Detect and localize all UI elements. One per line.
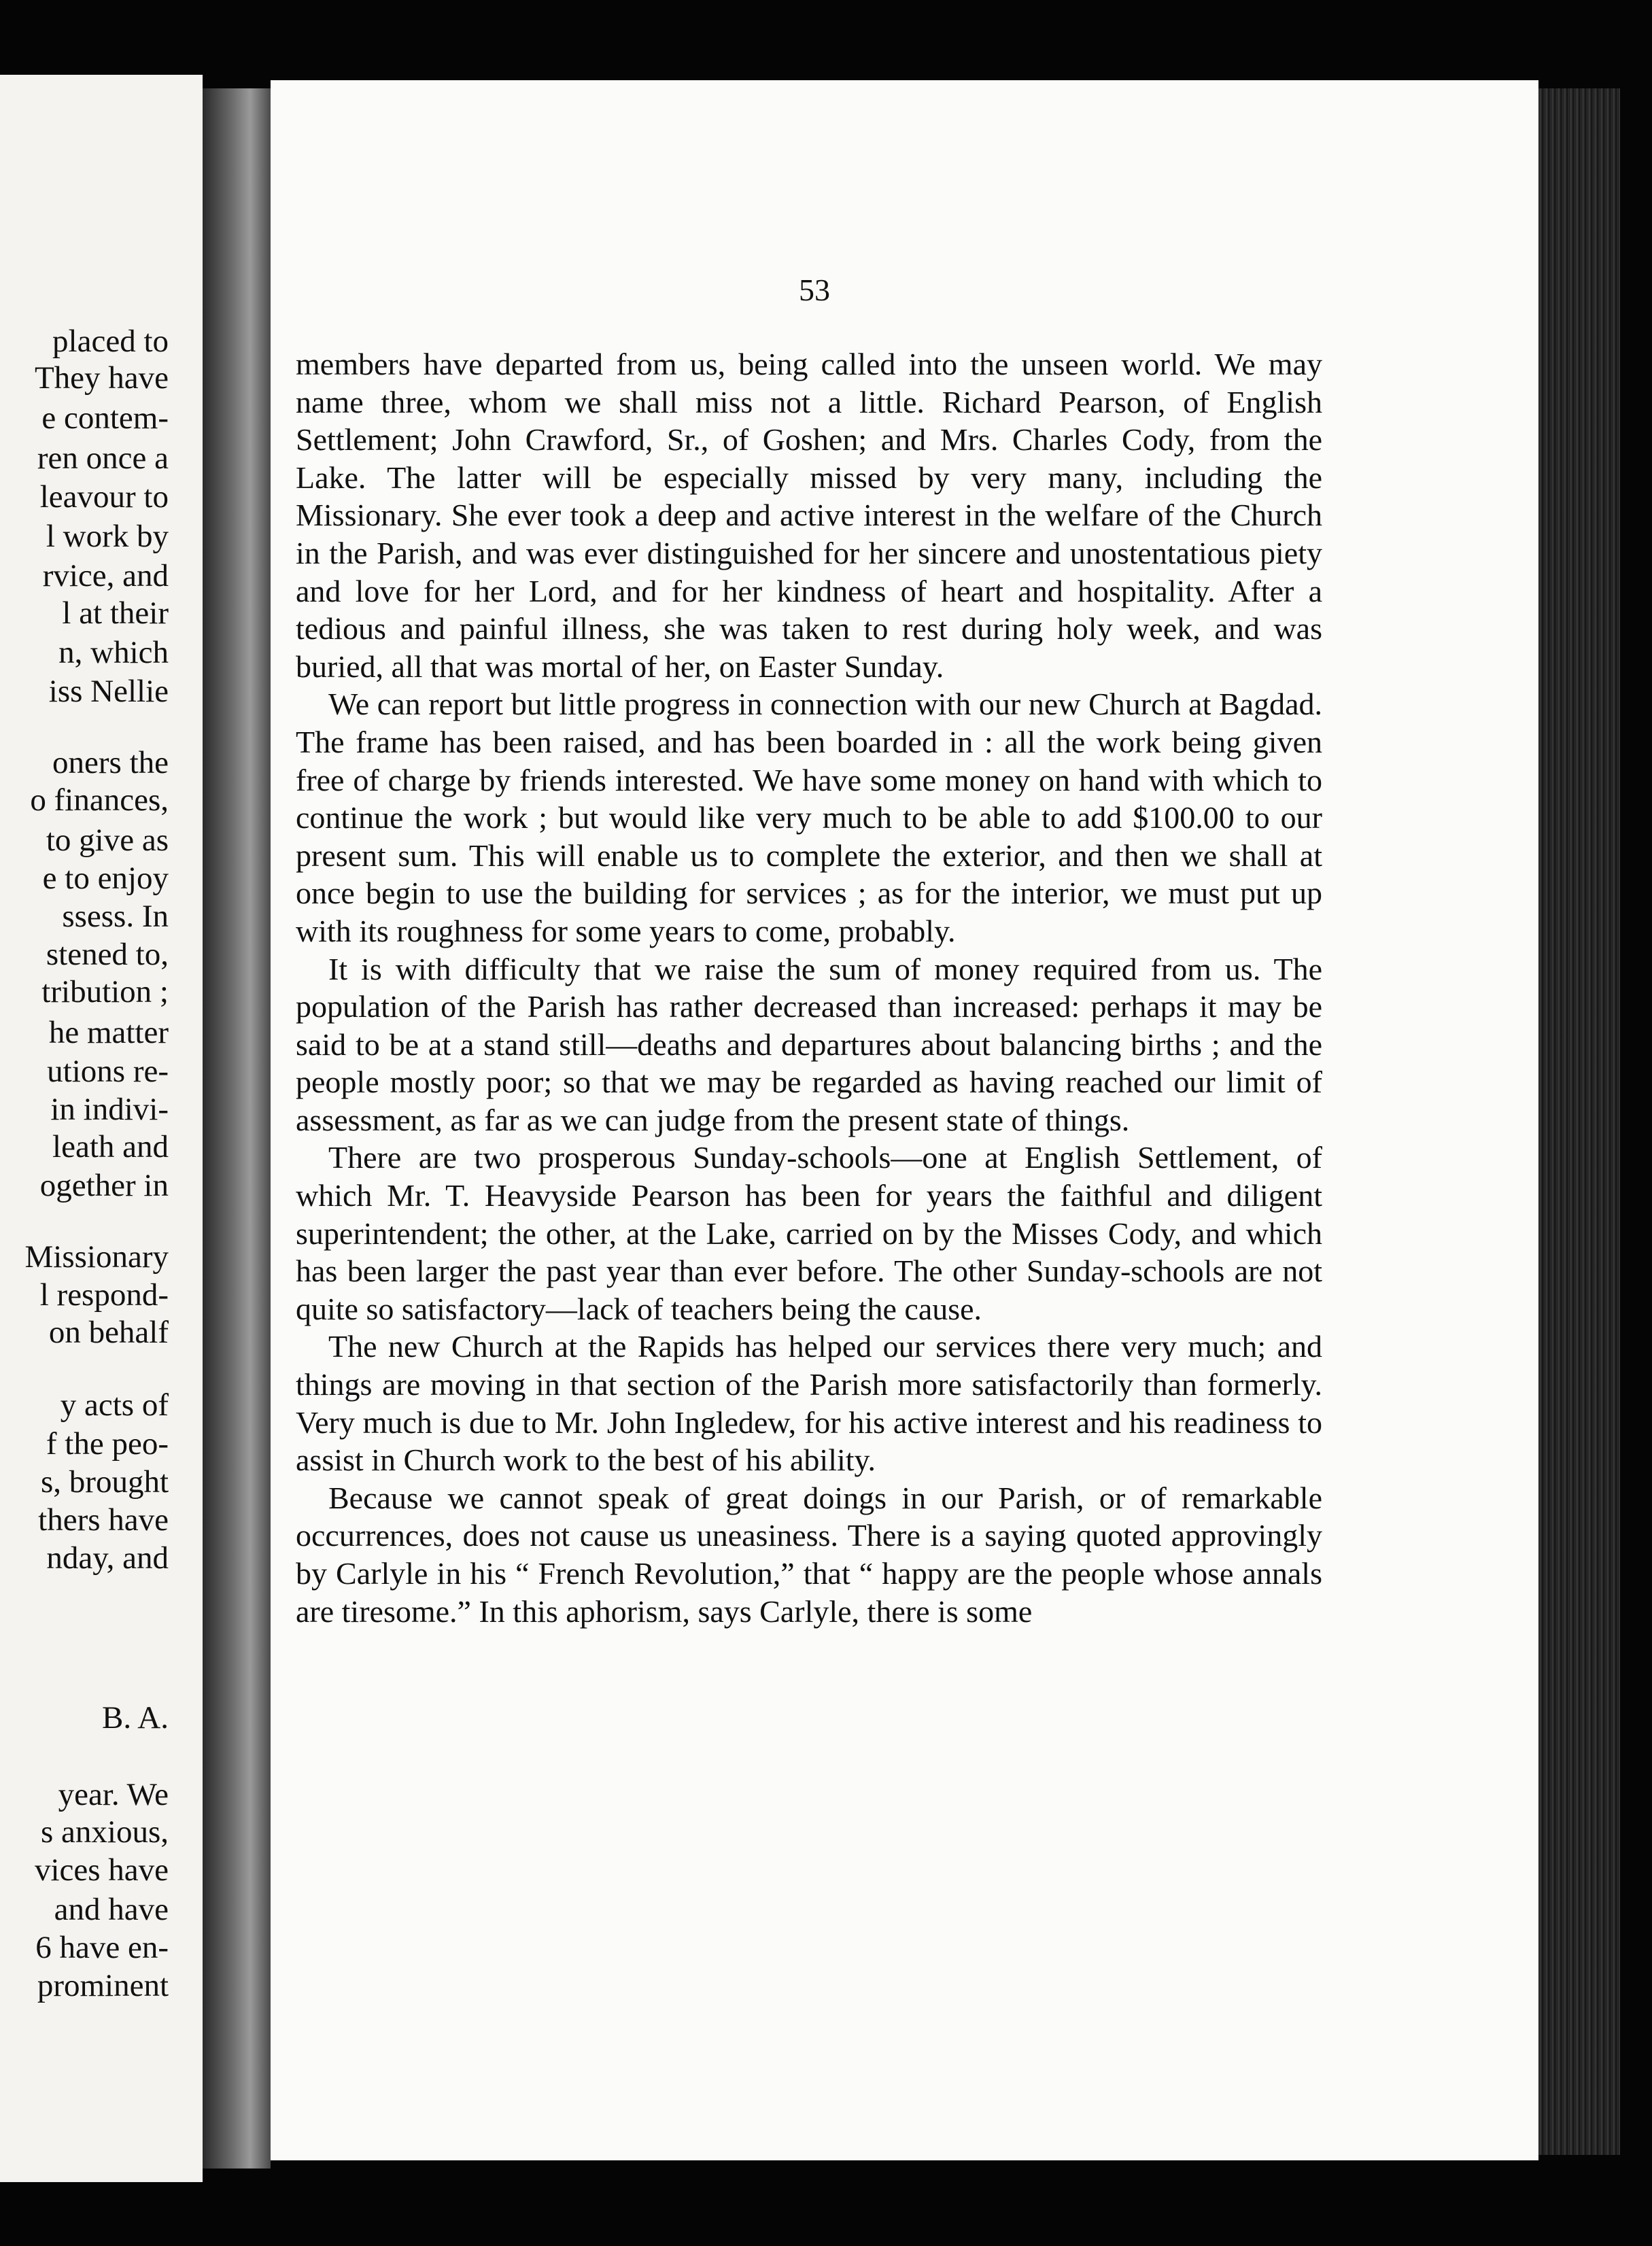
body-text bbox=[296, 345, 1322, 1630]
left-page-line: e contem- bbox=[41, 400, 169, 436]
left-page-line: tribution ; bbox=[41, 974, 169, 1009]
left-page-line: year. We bbox=[58, 1777, 169, 1812]
paragraph-2: We can report but little progress in connection with our new Church at Bagdad. The frame has been raised, and has been boarded in : all the work being given free of charge by friends interested. We have some money on hand with which to continue the work ; but would like very much to be able to add $100.00 to our present sum. This will enable us to complete the exterior, and then we shall at once begin to use the building for services ; as for the interior, we must put up with its roughness for some years to come, probably. bbox=[296, 687, 1322, 948]
page-shadow bbox=[271, 2160, 1620, 2188]
left-page-line: on behalf bbox=[48, 1315, 169, 1350]
left-page-line: l respond- bbox=[39, 1277, 169, 1313]
left-page-line: prominent bbox=[37, 1968, 169, 2003]
left-page-line: s anxious, bbox=[41, 1814, 169, 1850]
left-page-line: s, brought bbox=[41, 1464, 169, 1500]
left-page-line: ren once a bbox=[37, 440, 169, 476]
book-spine bbox=[203, 88, 271, 2169]
left-page-line: Missionary bbox=[24, 1239, 169, 1275]
paragraph-1: members have departed from us, being called into the unseen world. We may name three, whom we shall miss not a little. Richard Pearson, of English Settlement; John Crawford, Sr., of Goshen; and Mrs. Charles Cody, from the Lake. The latter will be especially missed by very many, including the Missionary. She ever took a deep and active interest in the welfare of the Church in the Parish, and was ever distinguished for her sincere and unostentatious piety and love for her Lord, and for her kindness of heart and hospitality. After a tedious and painful illness, she was taken to rest during holy week, and was buried, all that was mortal of her, on Easter Sunday. bbox=[296, 347, 1322, 684]
left-page-line: f the peo- bbox=[46, 1426, 169, 1462]
left-page-line: e to enjoy bbox=[42, 861, 169, 896]
paragraph-5: The new Church at the Rapids has helped our services there very much; and things are moving in that section of the Parish more satisfactorily than formerly. Very much is due to Mr. John Ingledew, for his active interest and his readiness to assist in Church work to the best of his ability. bbox=[296, 1329, 1322, 1478]
left-page-line: vices have bbox=[34, 1852, 169, 1888]
left-page-line: in indivi- bbox=[50, 1092, 169, 1127]
left-page-line: thers have bbox=[38, 1502, 169, 1538]
left-page-line: y acts of bbox=[60, 1387, 169, 1423]
left-page-line: and have bbox=[54, 1892, 169, 1927]
left-page-line: leath and bbox=[52, 1129, 169, 1164]
left-page bbox=[0, 75, 203, 2182]
paragraph-4: There are two prosperous Sunday-schools—one at English Settlement, of which Mr. T. Heavyside Pearson has been for years the faithful and diligent superintendent; the other, at the Lake, carried on by the Misses Cody, and which has been larger the past year than ever before. The other Sunday-schools are not quite so satisfactory—lack of teachers being the cause. bbox=[296, 1140, 1322, 1326]
left-page-line: They have bbox=[34, 360, 169, 396]
left-page-line: o finances, bbox=[30, 782, 169, 818]
left-page-line: ogether in bbox=[39, 1168, 169, 1203]
page-number: 53 bbox=[799, 273, 830, 307]
left-page-line: leavour to bbox=[39, 479, 169, 515]
left-page-line: n, which bbox=[58, 635, 169, 670]
left-page-line: utions re- bbox=[47, 1054, 169, 1089]
left-page-line: to give as bbox=[46, 823, 169, 858]
left-page-line: ssess. In bbox=[62, 899, 169, 934]
paragraph-3: It is with difficulty that we raise the sum of money required from us. The population of the Parish has rather decreased than increased: perhaps it may be said to be at a stand still—deaths and departures about balancing births ; and the people mostly poor; so that we may be regarded as having reached our limit of assessment, as far as we can judge from the present state of things. bbox=[296, 951, 1322, 1137]
left-page-line: nday, and bbox=[46, 1540, 169, 1576]
left-page-line: he matter bbox=[48, 1015, 169, 1050]
page-edge bbox=[1538, 88, 1620, 2155]
paragraph-6: Because we cannot speak of great doings in our Parish, or of remarkable occurrences, does not cause us uneasiness. There is a saying quoted approvingly by Carlyle in his “ French Revolution,” that “ happy are the people whose annals are tiresome.” In this aphorism, says Carlyle, there is some bbox=[296, 1480, 1322, 1629]
left-page-line: iss Nellie bbox=[48, 674, 169, 709]
left-page-line: 6 have en- bbox=[35, 1930, 169, 1965]
left-page-line: B. A. bbox=[102, 1700, 169, 1735]
left-page-line: oners the bbox=[52, 745, 169, 780]
left-page-line: rvice, and bbox=[42, 558, 169, 593]
left-page-line: l work by bbox=[46, 519, 169, 554]
left-page-line: l at their bbox=[62, 595, 169, 631]
left-page-line: placed to bbox=[52, 324, 169, 359]
left-page-line: stened to, bbox=[46, 937, 169, 972]
